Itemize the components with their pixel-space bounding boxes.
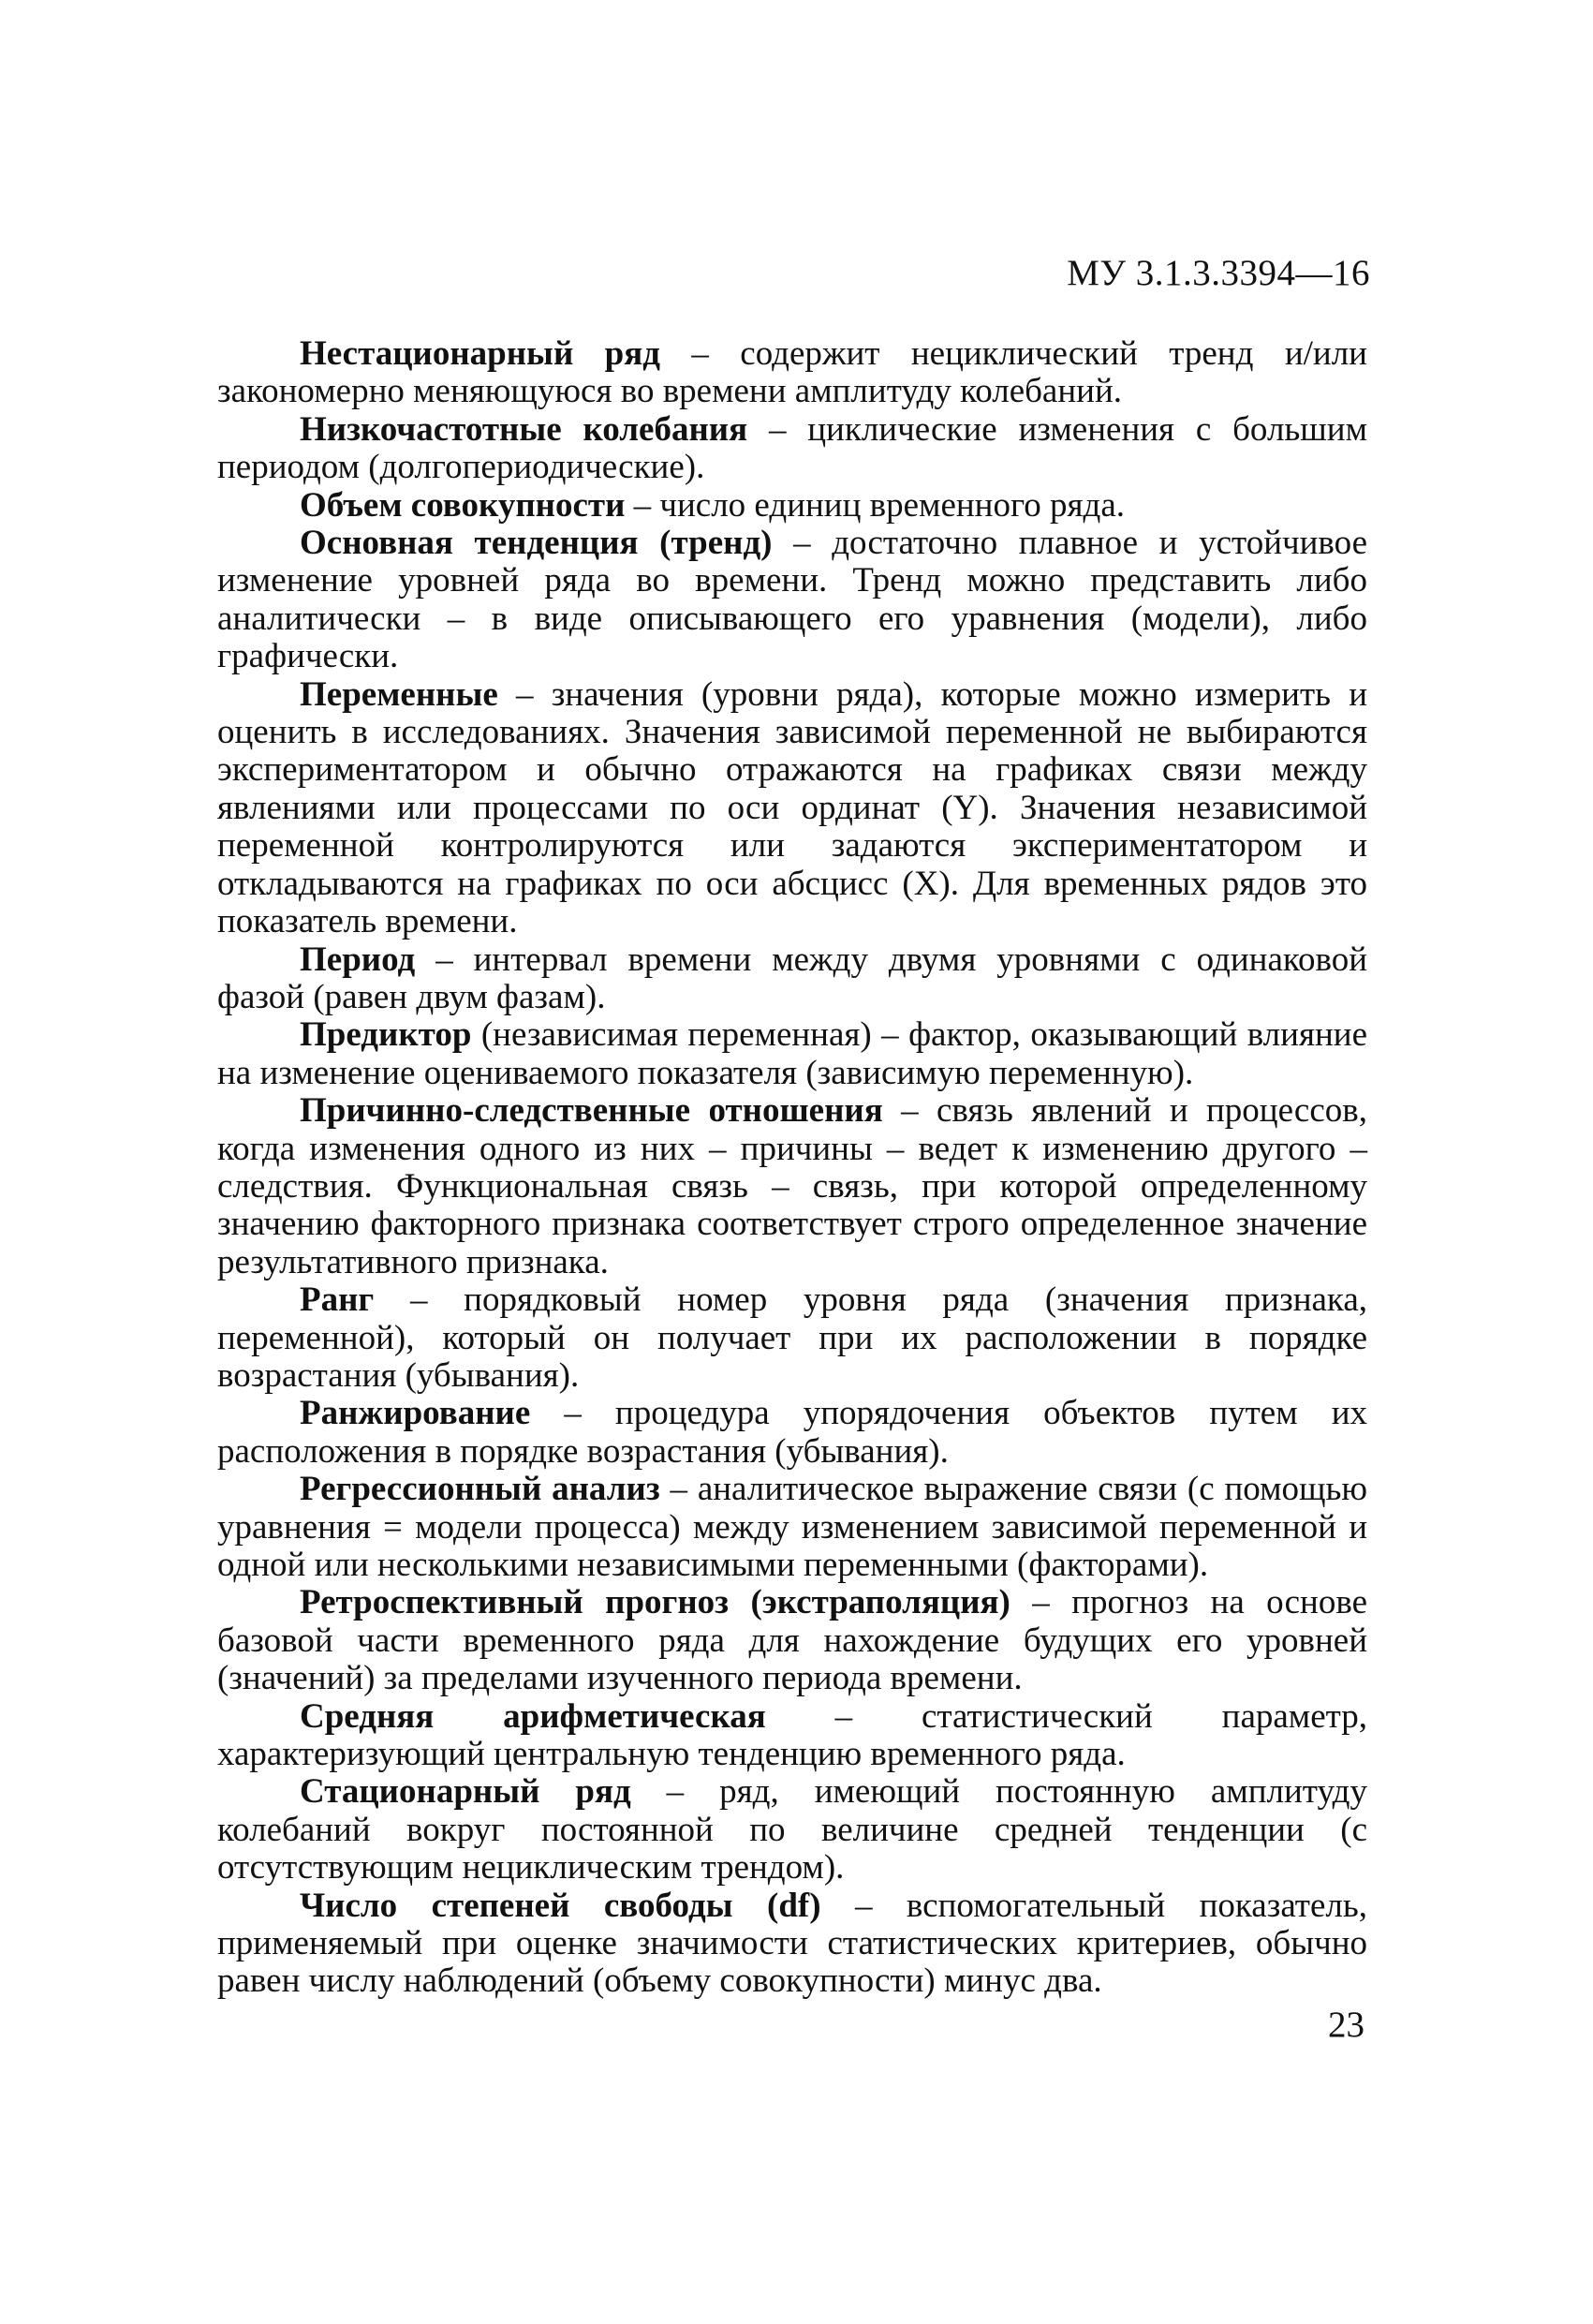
document-code: МУ 3.1.3.3394—16 [1067, 253, 1370, 293]
glossary-definition: – связь явлений и процессов, когда изменения одного из них – причины – ведет к изменению другого – следствия. Функциональная связь – связь, при которой определенному значению факторного признака соответствует строго определенное значение результативного признака. [217, 1091, 1367, 1281]
glossary-term: Регрессионный анализ [300, 1470, 660, 1509]
glossary-entry [217, 1471, 1367, 1584]
glossary-definition: (независимая переменная) – фактор, оказывающий влияние на изменение оцениваемого показателя (зависимую переменную). [217, 1015, 1367, 1092]
glossary-body [217, 335, 1367, 2001]
glossary-term: Ранг [300, 1280, 375, 1320]
glossary-term: Предиктор [300, 1015, 472, 1055]
glossary-entry [217, 941, 1367, 1017]
glossary-definition: – статистический параметр, характеризующий центральную тенденцию временного ряда. [217, 1696, 1368, 1774]
page-number: 23 [1328, 2005, 1364, 2045]
glossary-term: Переменные [300, 674, 498, 714]
glossary-definition: – достаточно плавное и устойчивое изменение уровней ряда во времени. Тренд можно представить либо аналитически – в виде описывающего его уравнения (модели), либо графически. [217, 524, 1367, 676]
glossary-definition: – процедура упорядочения объектов путем их расположения в порядке возрастания (убывания). [217, 1394, 1367, 1471]
glossary-entry [217, 1773, 1367, 1887]
glossary-term: Объем совокупности [300, 485, 626, 525]
glossary-entry [217, 1281, 1367, 1395]
glossary-term: Число степеней свободы (df) [300, 1886, 821, 1925]
glossary-term: Ранжирование [300, 1394, 531, 1433]
glossary-entry [217, 676, 1367, 941]
glossary-definition: – прогноз на основе базовой части временного ряда для нахождение будущих его уровней (значений) за пределами изученного периода времени. [217, 1583, 1367, 1698]
glossary-entry [217, 1584, 1367, 1697]
glossary-definition: – вспомогательный показатель, применяемый при оценке значимости статистических критериев, обычно равен числу наблюдений (объему совокупности) минус два. [217, 1886, 1367, 2001]
glossary-definition: – содержит нециклический тренд и/или закономерно меняющуюся во времени амплитуду колебаний. [217, 334, 1367, 411]
glossary-entry [217, 1887, 1367, 2001]
glossary-term: Ретроспективный прогноз (экстраполяция) [300, 1583, 1010, 1622]
glossary-definition: – значения (уровни ряда), которые можно измерить и оценить в исследованиях. Значения зависимой переменной не выбираются экспериментатором и обычно отражаются на графиках связи между явлениями или процессами по оси ординат (Y). Значения независимой переменной контролируются или задаются экспериментатором и откладываются на графиках по оси абсцисс (X). Для временных рядов это показатель времени. [217, 674, 1367, 941]
glossary-term: Нестационарный ряд [300, 334, 660, 373]
glossary-term: Стационарный ряд [300, 1772, 631, 1812]
glossary-definition: – ряд, имеющий постоянную амплитуду колебаний вокруг постоянной по величине средней тенденции (с отсутствующим нециклическим трендом). [217, 1772, 1367, 1887]
glossary-term: Низкочастотные колебания [300, 409, 748, 449]
glossary-entry [217, 1395, 1367, 1471]
glossary-term: Период [300, 940, 416, 979]
glossary-entry [217, 1092, 1367, 1281]
glossary-definition: – число единиц временного ряда. [625, 485, 1125, 525]
glossary-term: Причинно-следственные отношения [300, 1091, 883, 1131]
glossary-entry [217, 411, 1367, 487]
glossary-term: Средняя арифметическая [300, 1696, 766, 1736]
glossary-term: Основная тенденция (тренд) [300, 524, 773, 563]
glossary-entry [217, 335, 1367, 411]
glossary-definition: – интервал времени между двумя уровнями с одинаковой фазой (равен двум фазам). [217, 940, 1367, 1016]
glossary-definition: – аналитическое выражение связи (с помощью уравнения = модели процесса) между изменением зависимой переменной и одной или несколькими независимыми переменными (факторами). [217, 1470, 1367, 1584]
glossary-definition: – порядковый номер уровня ряда (значения признака, переменной), который он получает при их расположении в порядке возрастания (убывания). [217, 1280, 1367, 1395]
glossary-definition: – циклические изменения с большим периодом (долгопериодические). [217, 409, 1367, 487]
glossary-entry [217, 1698, 1367, 1774]
glossary-entry [217, 1016, 1367, 1092]
glossary-entry [217, 487, 1367, 525]
glossary-entry [217, 525, 1367, 676]
